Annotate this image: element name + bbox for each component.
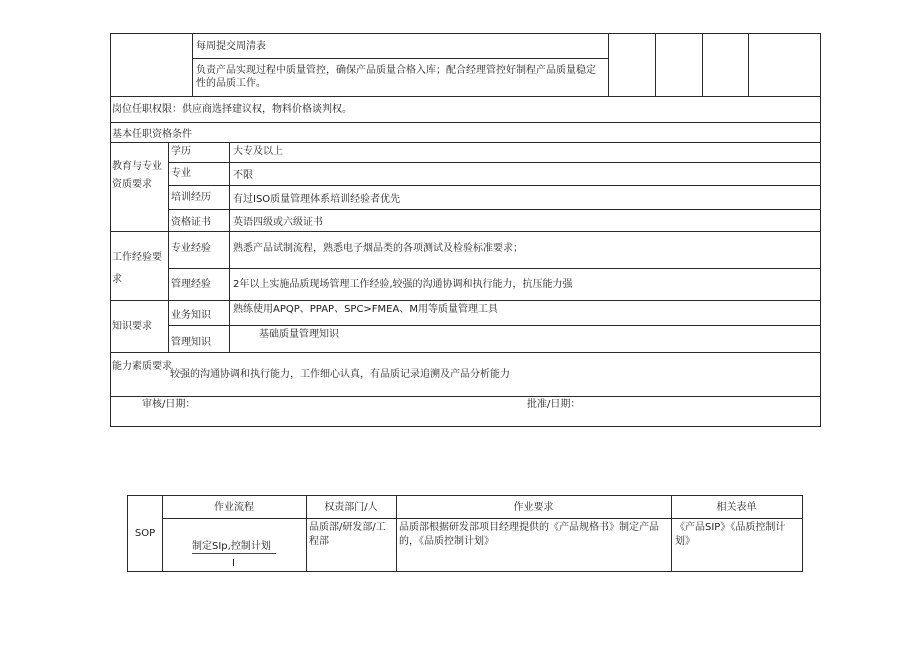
table-rule <box>748 33 749 97</box>
sop-rule <box>127 571 803 572</box>
certificate-key: 资格证书 <box>171 217 211 228</box>
table-rule <box>110 231 821 232</box>
table-rule <box>110 122 821 123</box>
table-rule <box>168 185 821 186</box>
business-knowledge-key: 业务知识 <box>171 310 211 321</box>
table-rule <box>110 142 821 143</box>
table-rule <box>110 300 821 301</box>
sop-flow-step: 制定SIp,控制计划 <box>192 541 271 552</box>
training-value: 有过ISO质量管理体系培训经验者优先 <box>233 194 401 205</box>
major-key: 专业 <box>171 168 191 179</box>
table-rule <box>229 142 230 353</box>
sop-dept: 品质部/研发部/工程部 <box>309 522 386 547</box>
table-rule <box>110 33 111 427</box>
ability-value: 较强的沟通协调和执行能力，工作细心认真，有品质记录追溯及产品分析能力 <box>170 369 510 380</box>
duty-quality-control: 负责产品实现过程中质量管控，确保产品质量合格入库；配合经理管控好制程产品质量稳定性的品质工作。 <box>196 65 596 89</box>
sop-header-flow: 作业流程 <box>214 502 254 513</box>
table-rule <box>110 396 821 397</box>
experience-label: 工作经验要求 <box>112 252 162 285</box>
management-knowledge-value: 基础质量管理知识 <box>259 329 339 340</box>
table-rule <box>192 33 193 97</box>
flow-step-underline <box>192 553 276 554</box>
management-experience-key: 管理经验 <box>171 279 211 290</box>
training-key: 培训经历 <box>171 192 211 203</box>
table-rule <box>110 352 821 353</box>
sop-rule <box>162 518 803 519</box>
sop-requirement: 品质部根据研发部项目经理提供的《产品规格书》制定产品的，《品质控制计划》 <box>399 522 659 547</box>
table-rule <box>110 33 821 34</box>
management-experience-value: 2年以上实施品质现场管理工作经验,较强的沟通协调和执行能力，抗压能力强 <box>233 279 573 290</box>
professional-experience-value: 熟悉产品试制流程，熟悉电子烟品类的各项测试及检验标准要求； <box>233 243 523 254</box>
sop-header-requirement: 作业要求 <box>513 502 554 513</box>
certificate-value: 英语四级或六级证书 <box>233 217 323 228</box>
table-rule <box>168 268 821 269</box>
sop-flow-mark: I <box>232 558 235 569</box>
sop-header-dept: 权责部门/人 <box>324 502 378 513</box>
sop-header-forms: 相关表单 <box>716 502 757 513</box>
sop-rule <box>802 495 803 572</box>
ability-label: 能力素质要求 <box>112 361 172 372</box>
sop-forms: 《产品SIP》《品质控制计划》 <box>675 522 786 547</box>
professional-experience-key: 专业经验 <box>171 243 211 254</box>
table-rule <box>168 209 821 210</box>
table-rule <box>168 325 821 326</box>
basic-conditions-title: 基本任职资格条件 <box>112 129 192 140</box>
education-label: 教育与专业资质要求 <box>112 161 162 190</box>
knowledge-label: 知识要求 <box>112 321 152 332</box>
duty-weekly-report: 每周提交周清表 <box>196 41 266 52</box>
sop-label: SOP <box>134 528 156 539</box>
sop-rule <box>127 495 803 496</box>
table-rule <box>110 96 821 97</box>
review-signature: 审核/日期： <box>142 399 196 410</box>
table-rule <box>702 33 703 97</box>
business-knowledge-value: 熟练使用APQP、PPAP、SPC>FMEA、M用等质量管理工具 <box>233 304 498 315</box>
major-value: 不限 <box>233 170 253 181</box>
education-key: 学历 <box>171 146 191 157</box>
table-rule <box>168 162 821 163</box>
table-rule <box>655 33 656 97</box>
authority-text: 岗位任职权限：供应商选择建议权，物料价格谈判权。 <box>112 104 352 115</box>
table-rule <box>608 33 609 97</box>
education-value: 大专及以上 <box>233 146 283 157</box>
table-rule <box>110 426 821 427</box>
approve-signature: 批准/日期： <box>527 399 581 410</box>
management-knowledge-key: 管理知识 <box>171 337 211 348</box>
table-rule <box>192 58 608 59</box>
table-rule <box>820 33 821 427</box>
